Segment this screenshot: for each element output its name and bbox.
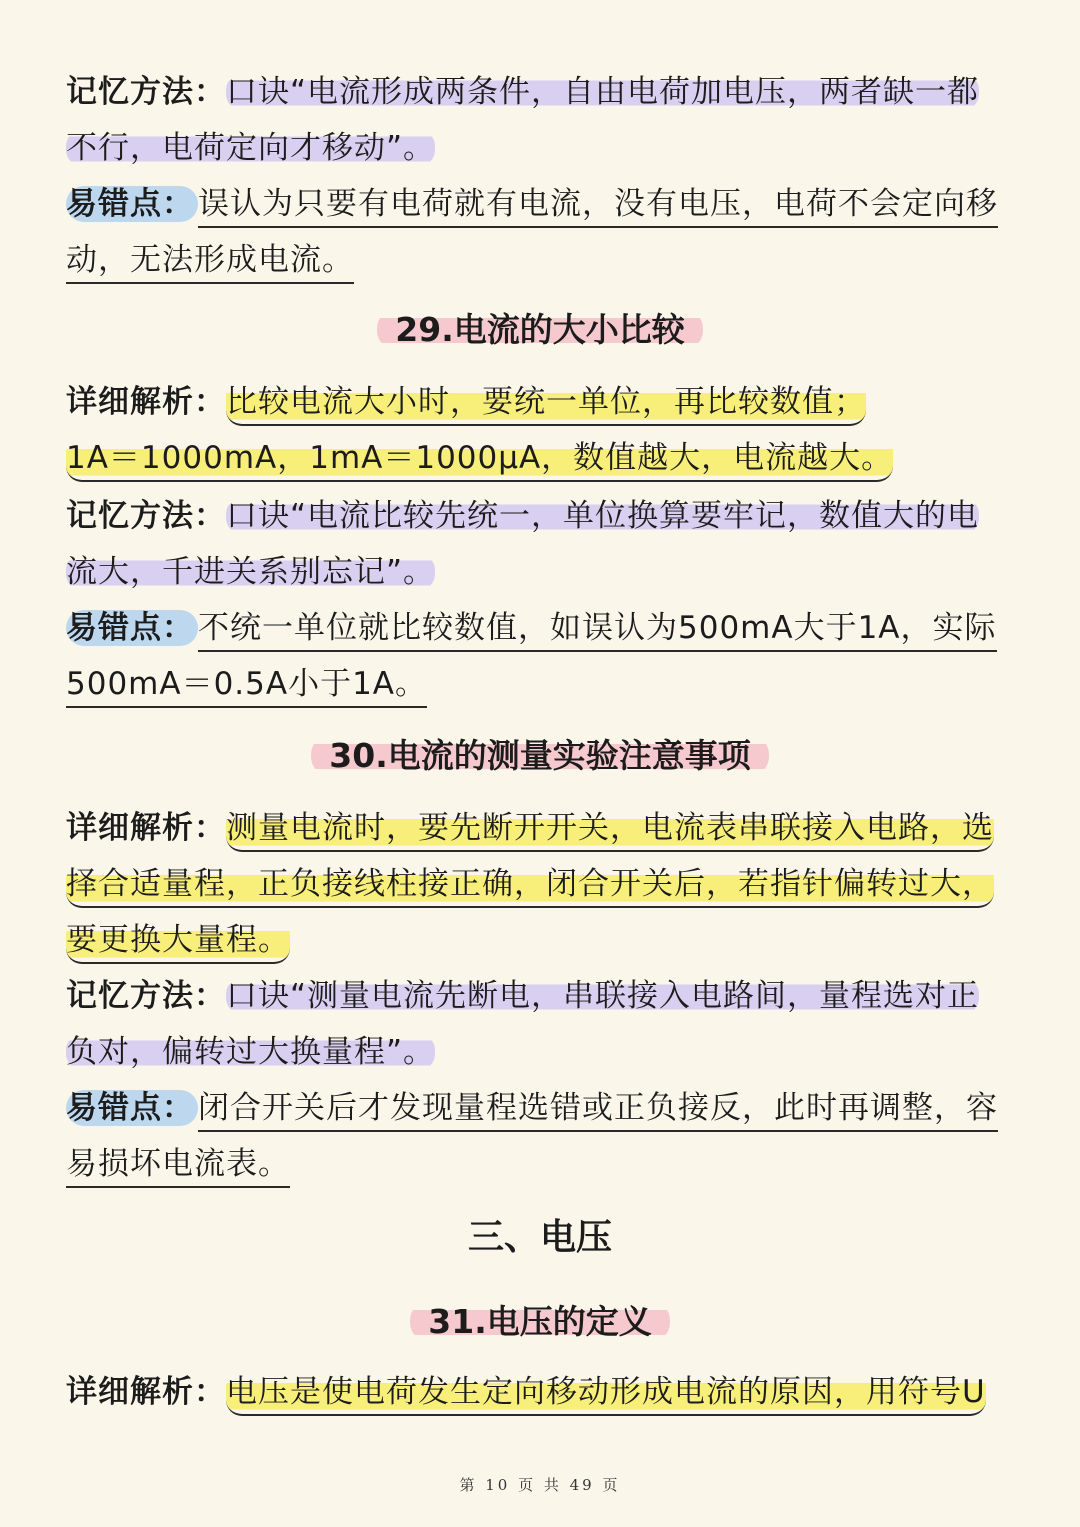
s30-detail-line-1 [66, 802, 994, 854]
detail-text: 电压是使电荷发生定向移动形成电流的原因，用符号U [226, 1370, 986, 1416]
error-text: 误认为只要有电荷就有电流，没有电压，电荷不会定向移 [198, 182, 998, 228]
page-footer: 第 10 页 共 49 页 [459, 1476, 621, 1494]
detail-text: 1A＝1000mA，1mA＝1000μA，数值越大，电流越大。 [66, 436, 893, 482]
detail-label: 详细解析： [66, 810, 226, 846]
s29-detail-line-1 [66, 376, 866, 428]
memory-text: 不行，电荷定向才移动”。 [66, 130, 436, 166]
detail-text: 比较电流大小时，要统一单位，再比较数值； [226, 380, 866, 426]
error-text: 不统一单位就比较数值，如误认为500mA大于1A，实际 [198, 606, 997, 652]
s29-error-line-1 [66, 602, 997, 654]
memory-label: 记忆方法： [66, 978, 226, 1014]
chapter-title: 三、电压 [467, 1217, 612, 1258]
s29-detail-line-2 [66, 432, 893, 484]
s30-error-line-1 [66, 1082, 998, 1134]
section-29-title: 29.电流的大小比较 [0, 302, 1080, 358]
detail-text: 测量电流时，要先断开开关，电流表串联接入电路，选 [226, 806, 994, 852]
s28-memory-line-2 [66, 122, 435, 174]
memory-text: 口诀“测量电流先断电，串联接入电路间，量程选对正 [226, 978, 980, 1014]
s29-error-line-2 [66, 658, 427, 710]
memory-label: 记忆方法： [66, 498, 226, 534]
memory-label: 记忆方法： [66, 74, 226, 110]
section-31-title: 31.电压的定义 [0, 1294, 1080, 1350]
memory-text: 口诀“电流形成两条件，自由电荷加电压，两者缺一都 [226, 74, 980, 110]
s30-memory-line-2 [66, 1026, 435, 1078]
error-text: 动，无法形成电流。 [66, 238, 354, 284]
s30-detail-line-3 [66, 914, 290, 966]
error-label: 易错点： [66, 186, 198, 222]
error-text: 闭合开关后才发现量程选错或正负接反，此时再调整，容 [198, 1086, 998, 1132]
memory-text: 口诀“电流比较先统一，单位换算要牢记，数值大的电 [226, 498, 980, 534]
error-text: 易损坏电流表。 [66, 1142, 290, 1188]
s30-error-line-2 [66, 1138, 290, 1190]
error-label: 易错点： [66, 1090, 198, 1126]
section-30-title: 30.电流的测量实验注意事项 [0, 728, 1080, 784]
detail-text: 要更换大量程。 [66, 918, 290, 964]
error-text: 500mA＝0.5A小于1A。 [66, 662, 427, 708]
memory-text: 流大，千进关系别忘记”。 [66, 554, 436, 590]
s30-detail-line-2 [66, 858, 994, 910]
s28-error-line-2 [66, 234, 354, 286]
detail-label: 详细解析： [66, 384, 226, 420]
detail-label: 详细解析： [66, 1374, 226, 1410]
memory-text: 负对，偏转过大换量程”。 [66, 1034, 436, 1070]
s31-detail-line-1 [66, 1366, 986, 1418]
s29-memory-line-2 [66, 546, 435, 598]
s28-memory-line-1 [66, 66, 979, 118]
error-label: 易错点： [66, 610, 198, 646]
s30-memory-line-1 [66, 970, 979, 1022]
s28-error-line-1 [66, 178, 998, 230]
detail-text: 择合适量程，正负接线柱接正确，闭合开关后，若指针偏转过大， [66, 862, 994, 908]
s29-memory-line-1 [66, 490, 979, 542]
